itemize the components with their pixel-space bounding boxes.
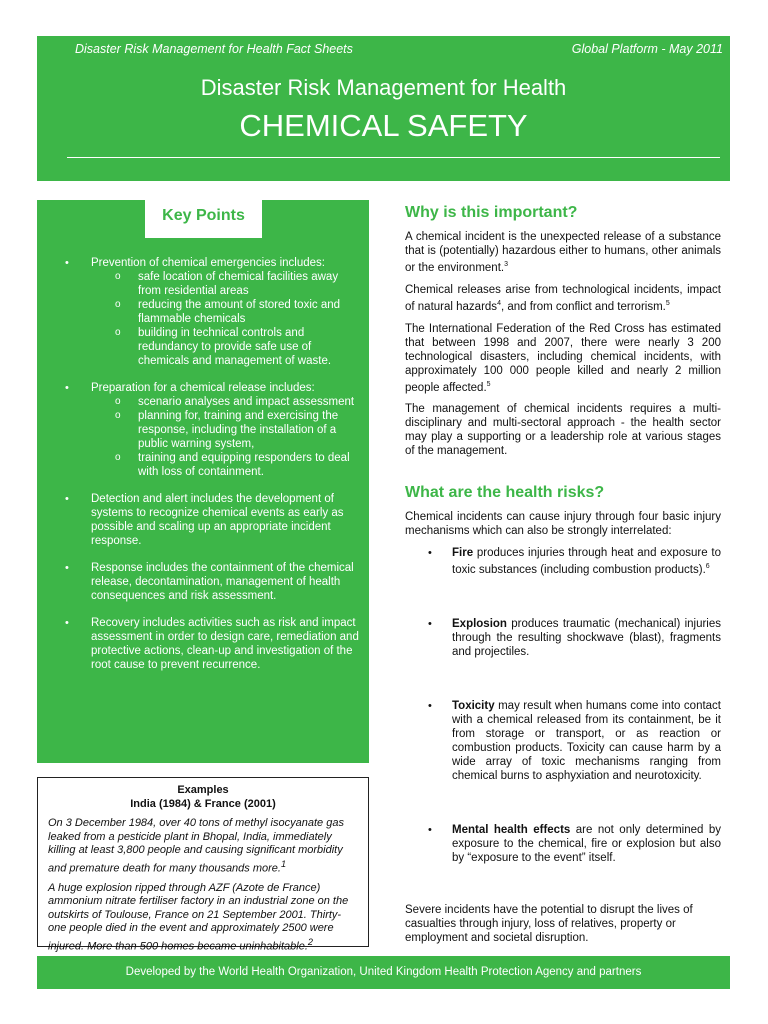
examples-subtitle: India (1984) & France (2001) — [130, 797, 276, 810]
why-paragraph: The International Federation of the Red Cross has estimated that between 1998 and 2007, there were nearly 3 200 technological disasters, including chemical incidents, with approximately 100 000 people killed and nearly 2 million people affected.$^5$ — [405, 322, 721, 394]
publication-date: Global Platform - May 2011 — [571, 42, 723, 56]
key-point-item — [61, 256, 361, 368]
footnote-ref: 1 — [280, 858, 287, 869]
key-points-panel — [37, 200, 369, 763]
risk-item: • Explosion produces traumatic (mechanical) injuries through the resulting shockwave (blast), fragments and projectiles. — [405, 617, 721, 659]
why-paragraph: The management of chemical incidents requires a multi-disciplinary and multi-sectoral approach - the health sector may play a supporting or a leadership role at various stages of the management. — [405, 403, 721, 458]
page-title: CHEMICAL SAFETY — [239, 108, 528, 143]
risks-heading: What are the health risks? — [405, 484, 605, 502]
key-point-item: • Recovery includes activities such as risk and impact assessment in order to design care, remediation and protective actions, clean-up and investigation of the root cause to prevent recurrence. — [61, 616, 361, 672]
risk-item: • Fire produces injuries through heat and exposure to toxic substances (including combustion products).$^6$ — [405, 546, 721, 577]
example-toulouse: A huge explosion ripped through AZF (Azote de France) ammonium nitrate fertiliser factory in an industrial zone on the outskirts of Toulouse, France on 21 September 2001. Thirty-one people died in the event and approximately 2500 were injured. More than 500 homes became uninhabitable.$^2$ — [48, 881, 349, 953]
risk-item: • Toxicity may result when humans come into contact with a chemical released from its containment, be it from storage or transport, or as reaction or combustion products. Toxicity can cause harm by a wide array of toxic mechanisms ranging from chemical burns to asphyxiation and neurotoxicity. — [405, 699, 721, 783]
examples-title: Examples — [177, 784, 229, 796]
risks-list — [405, 546, 721, 865]
header-banner — [37, 36, 730, 181]
key-points-heading: Key Points — [145, 200, 262, 238]
footnote-ref: 4 — [497, 299, 501, 307]
key-point-subitem: o scenario analyses and impact assessment — [91, 395, 361, 409]
risks-intro: Chemical incidents can cause injury through four basic injury mechanisms which can also be strongly interrelated: — [405, 511, 721, 538]
footnote-ref: 6 — [705, 563, 710, 571]
key-point-subitem: o reducing the amount of stored toxic and flammable chemicals — [91, 298, 361, 326]
key-point-sublist — [91, 395, 361, 479]
risks-closing: Severe incidents have the potential to disrupt the lives of casualties through injury, loss of relatives, property or employment and societal disruption. — [405, 904, 693, 945]
why-paragraph: A chemical incident is the unexpected release of a substance that is (potentially) hazardous either to humans, other animals or the environment.$^3$ — [405, 231, 721, 274]
key-point-subitem: o training and equipping responders to deal with loss of containment. — [91, 451, 361, 479]
footnote-ref: 3 — [504, 261, 508, 268]
examples-box — [37, 777, 369, 953]
footer-text: Developed by the World Health Organization, United Kingdom Health Protection Agency and partners — [125, 966, 642, 978]
footnote-ref: 5 — [665, 299, 670, 307]
key-point-subitem: o planning for, training and exercising the response, including the installation of a public warning system, — [91, 409, 361, 451]
example-bhopal: On 3 December 1984, over 40 tons of methyl isocyanate gas leaked from a pesticide plant in Bhopal, India, immediately killing at least 3,800 people and causing significant morbidity and premature death for many thousands more.$^1$ — [48, 817, 344, 875]
key-point-sublist — [91, 270, 361, 368]
main-content — [405, 206, 721, 953]
key-point-item: • Response includes the containment of the chemical release, decontamination, management of health consequences and risk assessment. — [61, 561, 361, 603]
key-point-subitem: o building in technical controls and redundancy to provide safe use of chemicals and management of waste. — [91, 326, 361, 368]
why-paragraph: Chemical releases arise from technological incidents, impact of natural hazards$^4$, and from conflict and terrorism.$^5$ — [405, 283, 721, 313]
footer-banner — [37, 956, 730, 989]
why-heading: Why is this important? — [405, 204, 578, 221]
footnote-ref: 5 — [486, 380, 491, 388]
risk-item: • Mental health effects are not only determined by exposure to the chemical, fire or explosion but also by “exposure to the event” itself. — [405, 823, 721, 865]
key-point-subitem: o safe location of chemical facilities away from residential areas — [91, 270, 361, 298]
key-point-item — [61, 381, 361, 479]
key-point-text: Preparation for a chemical release includes: — [91, 382, 315, 394]
footnote-ref: 2 — [307, 936, 313, 947]
page-subtitle: Disaster Risk Management for Health — [200, 75, 567, 100]
key-points-list — [61, 256, 361, 685]
key-point-text: Prevention of chemical emergencies includes: — [91, 257, 325, 269]
series-title: Disaster Risk Management for Health Fact Sheets — [75, 42, 353, 56]
header-divider — [67, 157, 720, 158]
key-point-item: • Detection and alert includes the development of systems to recognize chemical events as early as possible and scaling up an appropriate incident response. — [61, 492, 361, 548]
